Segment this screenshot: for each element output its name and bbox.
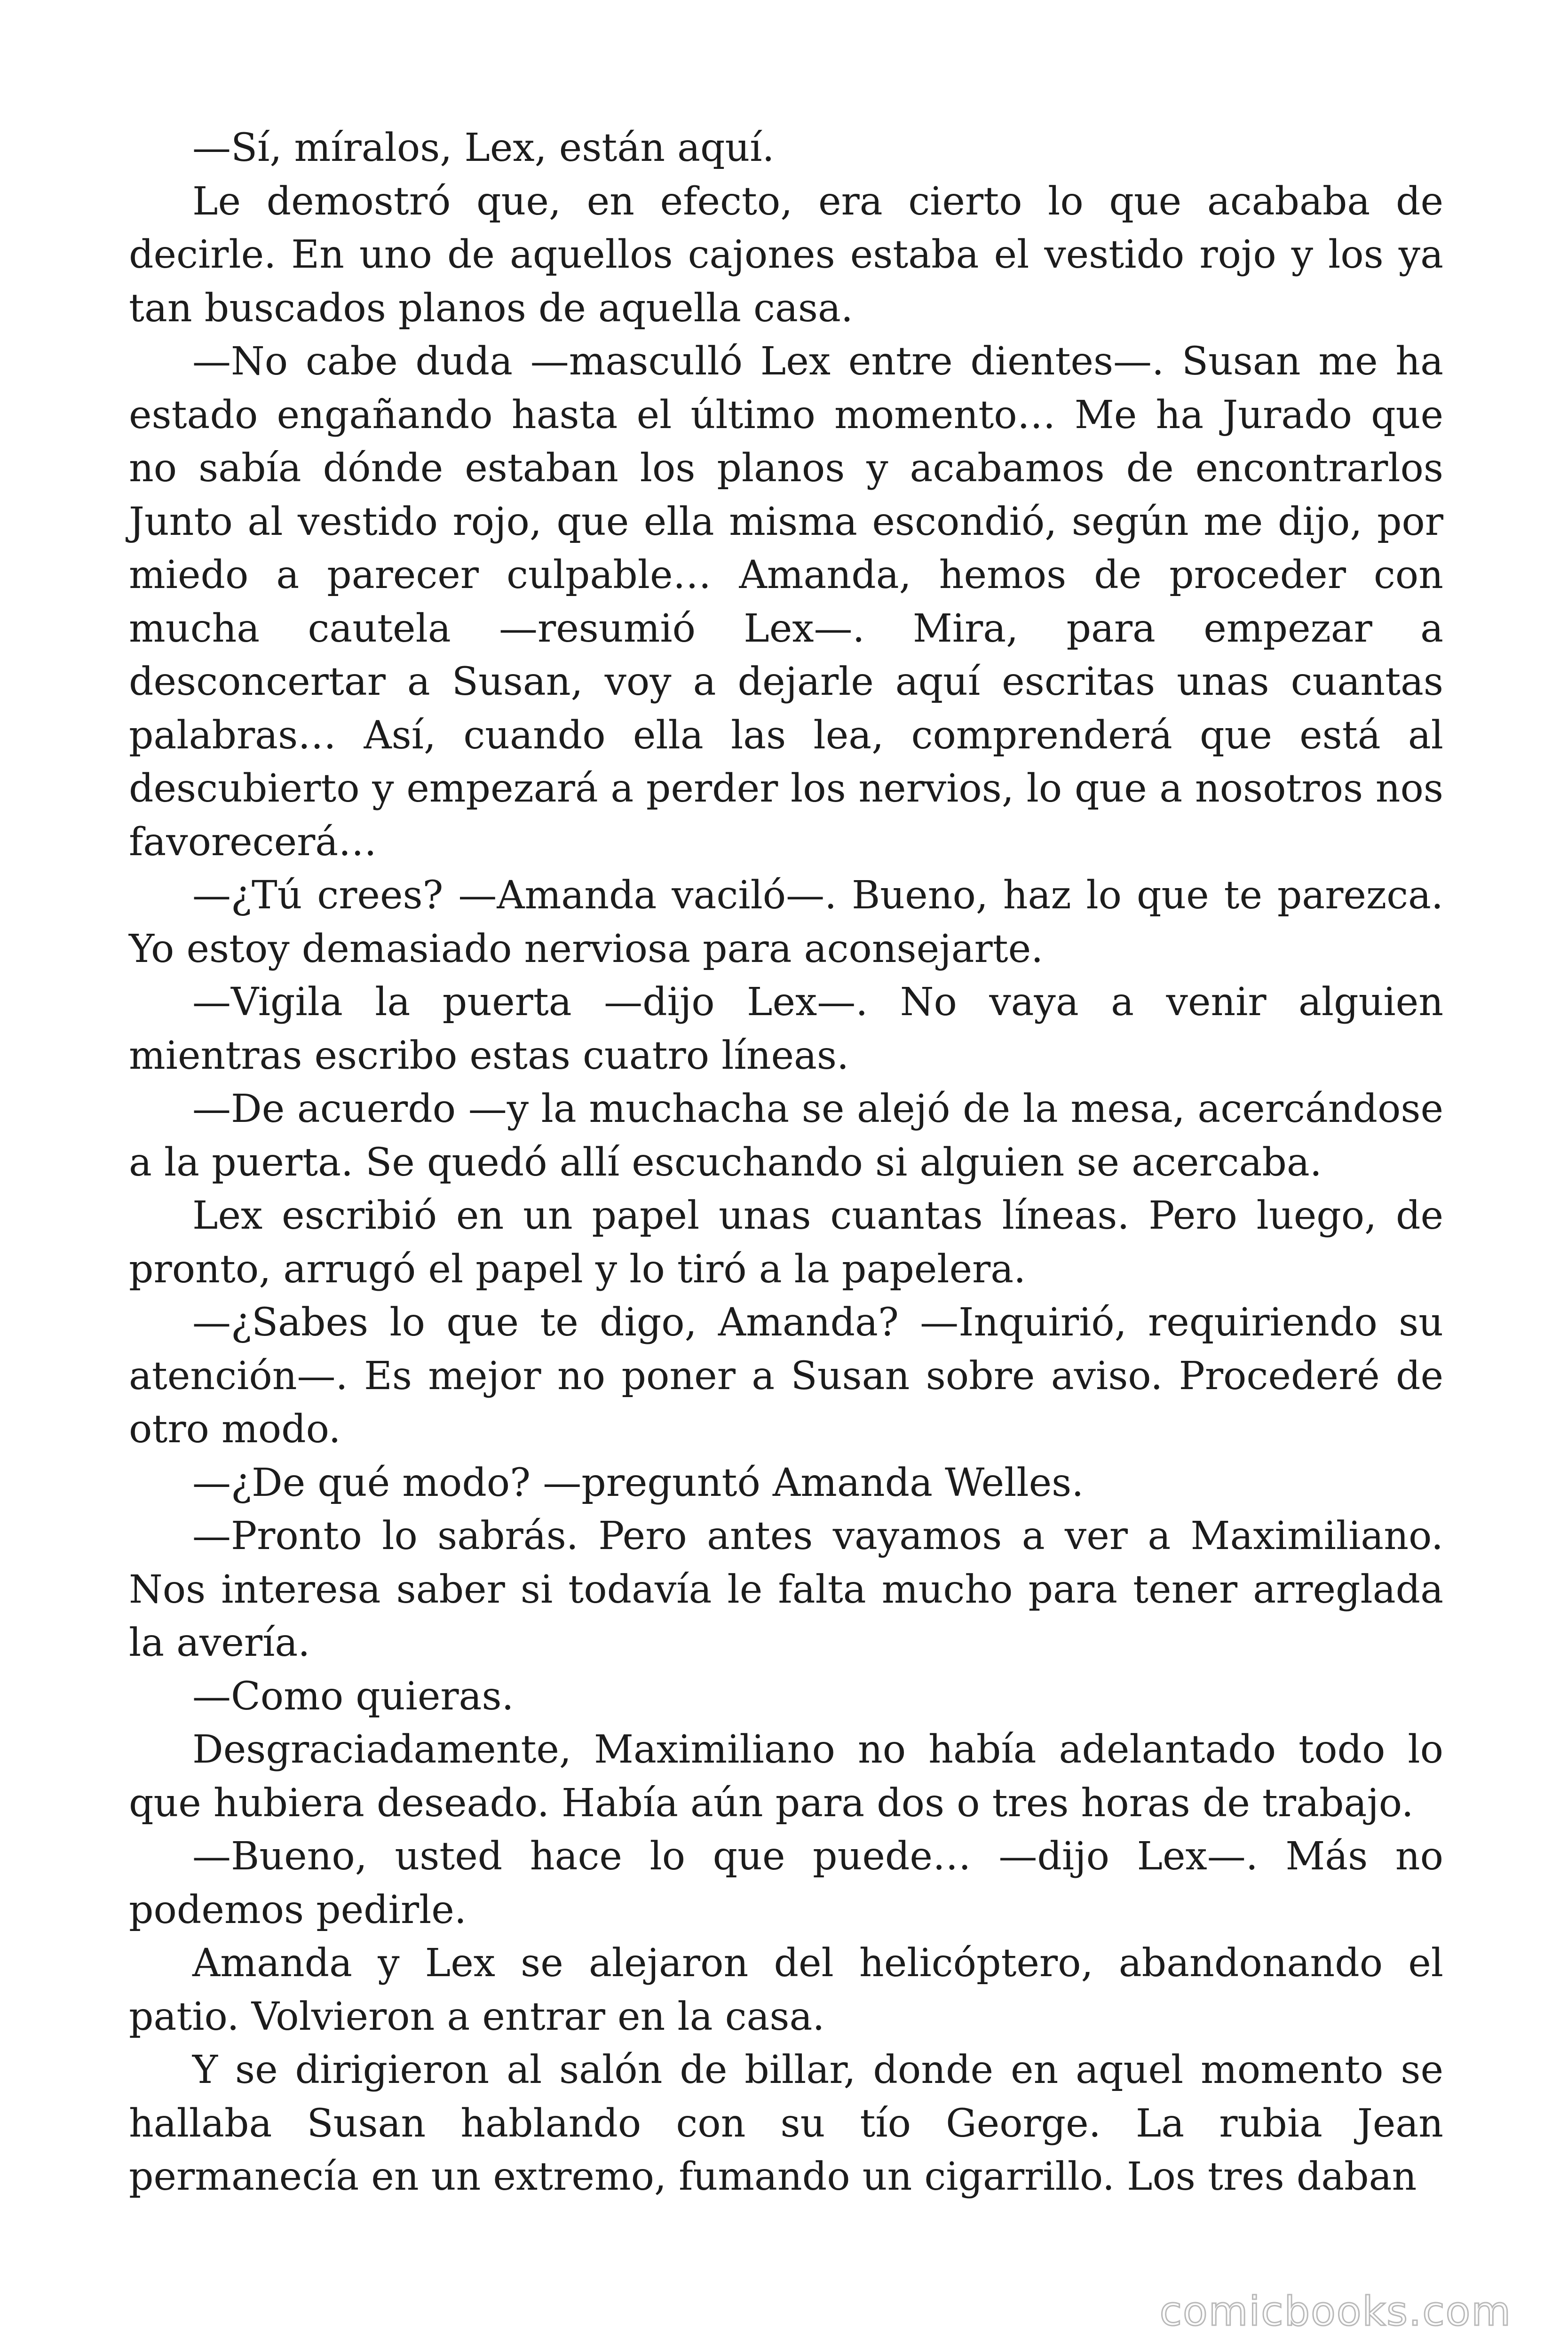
paragraph: Desgraciadamente, Maximiliano no había adelantado todo lo que hubiera deseado. Había aún para dos o tres horas de trabajo. <box>129 1727 1443 1826</box>
paragraph: —¿Sabes lo que te digo, Amanda? —Inquirió, requiriendo su atención—. Es mejor no poner a Susan sobre aviso. Procederé de otro modo. <box>129 1300 1443 1452</box>
paragraph: Y se dirigieron al salón de billar, donde en aquel momento se hallaba Susan hablando con su tío George. La rubia Jean permanecía en un extremo, fumando un cigarrillo. Los tres daban <box>129 2048 1443 2199</box>
paragraph: —Sí, míralos, Lex, están aquí. <box>192 126 775 170</box>
paragraph: —¿De qué modo? —preguntó Amanda Welles. <box>192 1460 1084 1505</box>
paragraph: —Pronto lo sabrás. Pero antes vayamos a ver a Maximiliano. Nos interesa saber si todavía le falta mucho para tener arreglada la avería. <box>129 1514 1443 1665</box>
page-body <box>129 121 1443 2204</box>
watermark: comicbooks.com <box>1159 2288 1512 2335</box>
paragraph: —Como quieras. <box>192 1674 514 1719</box>
paragraph: —Vigila la puerta —dijo Lex—. No vaya a venir alguien mientras escribo estas cuatro líneas. <box>129 980 1443 1078</box>
paragraph: Amanda y Lex se alejaron del helicóptero, abandonando el patio. Volvieron a entrar en la casa. <box>129 1941 1443 2039</box>
paragraph: —¿Tú crees? —Amanda vaciló—. Bueno, haz lo que te parezca. Yo estoy demasiado nerviosa para aconsejarte. <box>129 873 1443 971</box>
paragraph: Lex escribió en un papel unas cuantas líneas. Pero luego, de pronto, arrugó el papel y lo tiró a la papelera. <box>129 1193 1443 1292</box>
paragraph: —No cabe duda —masculló Lex entre dientes—. Susan me ha estado engañando hasta el último momento… Me ha Jurado que no sabía dónde estaban los planos y acabamos de encontrarlos Junto al vestido rojo, que ella misma escondió, según me dijo, por miedo a parecer culpable… Amanda, hemos de proceder con mucha cautela —resumió Lex—. Mira, para empezar a desconcertar a Susan, voy a dejarle aquí escritas unas cuantas palabras… Así, cuando ella las lea, comprenderá que está al descubierto y empezará a perder los nervios, lo que a nosotros nos favorecerá… <box>129 339 1443 865</box>
paragraph: —Bueno, usted hace lo que puede… —dijo Lex—. Más no podemos pedirle. <box>129 1834 1443 1932</box>
paragraph: —De acuerdo —y la muchacha se alejó de la mesa, acercándose a la puerta. Se quedó allí escuchando si alguien se acercaba. <box>129 1087 1443 1185</box>
paragraph: Le demostró que, en efecto, era cierto lo que acababa de decirle. En uno de aquellos cajones estaba el vestido rojo y los ya tan buscados planos de aquella casa. <box>129 179 1443 331</box>
